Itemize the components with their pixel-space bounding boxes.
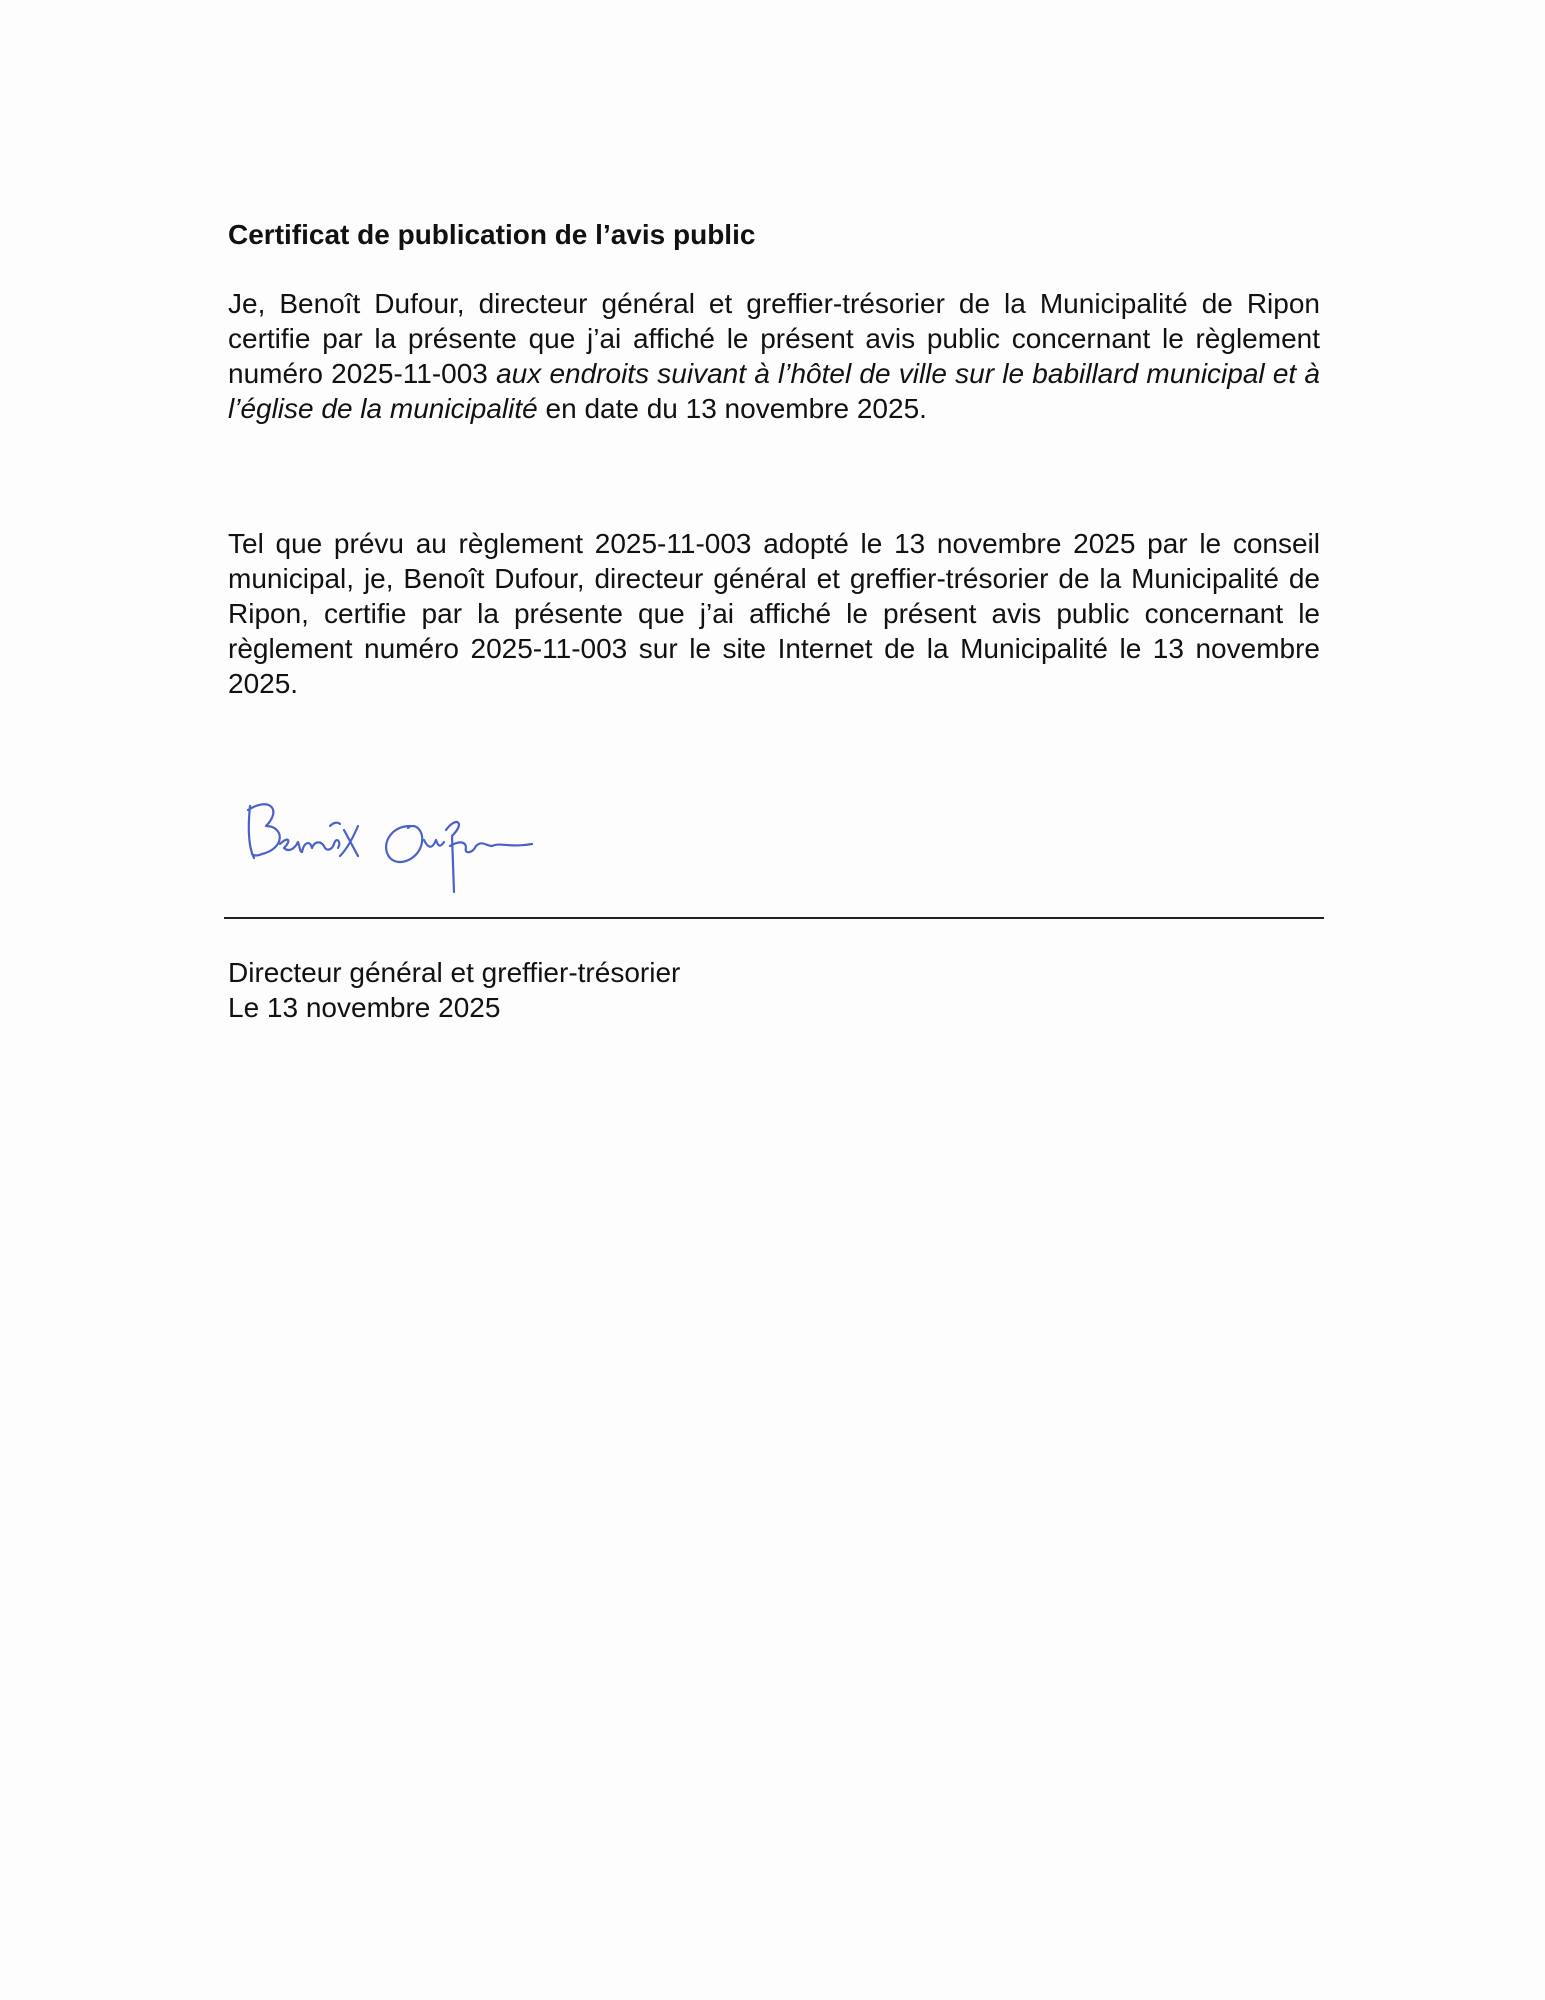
handwritten-signature: [240, 796, 640, 896]
certificate-paragraph-1: [228, 286, 1320, 426]
document-body: [228, 215, 1320, 701]
signature-date: Le 13 novembre 2025: [228, 992, 501, 1023]
signature-block: [228, 955, 680, 1025]
signature-stroke-b: [248, 804, 280, 858]
signature-stroke-ufour: [424, 822, 532, 892]
certificate-paragraph-2: Tel que prévu au règlement 2025-11-003 adopté le 13 novembre 2025 par le conseil municipal, je, Benoît Dufour, directeur général et greffier-trésorier de la Municipalité de Ripon, certifie par la présente que j’ai affiché le présent avis public concernant le règlement numéro 2025-11-003 sur le site Internet de la Municipalité le 13 novembre 2025.: [228, 528, 1320, 699]
signatory-title: Directeur général et greffier-trésorier: [228, 957, 681, 988]
paragraph-1-locations: aux endroits suivant à l’hôtel de ville sur le babillard municipal et à l’église de la municipalité: [228, 358, 1321, 424]
paragraph-1-text: Je, Benoît Dufour, directeur général et greffier-trésorier de la Municipalité de Ripon certifie par la présente que j’ai affiché le présent avis public concernant le règlement numéro 2025-11-003: [228, 288, 1320, 389]
signature-line: [224, 917, 1324, 919]
signature-stroke-enoit: [280, 823, 358, 856]
signature-stroke-d: [386, 826, 422, 862]
document-title: Certificat de publication de l’avis public: [228, 219, 756, 250]
paragraph-1-date: en date du 13 novembre 2025.: [537, 393, 927, 424]
